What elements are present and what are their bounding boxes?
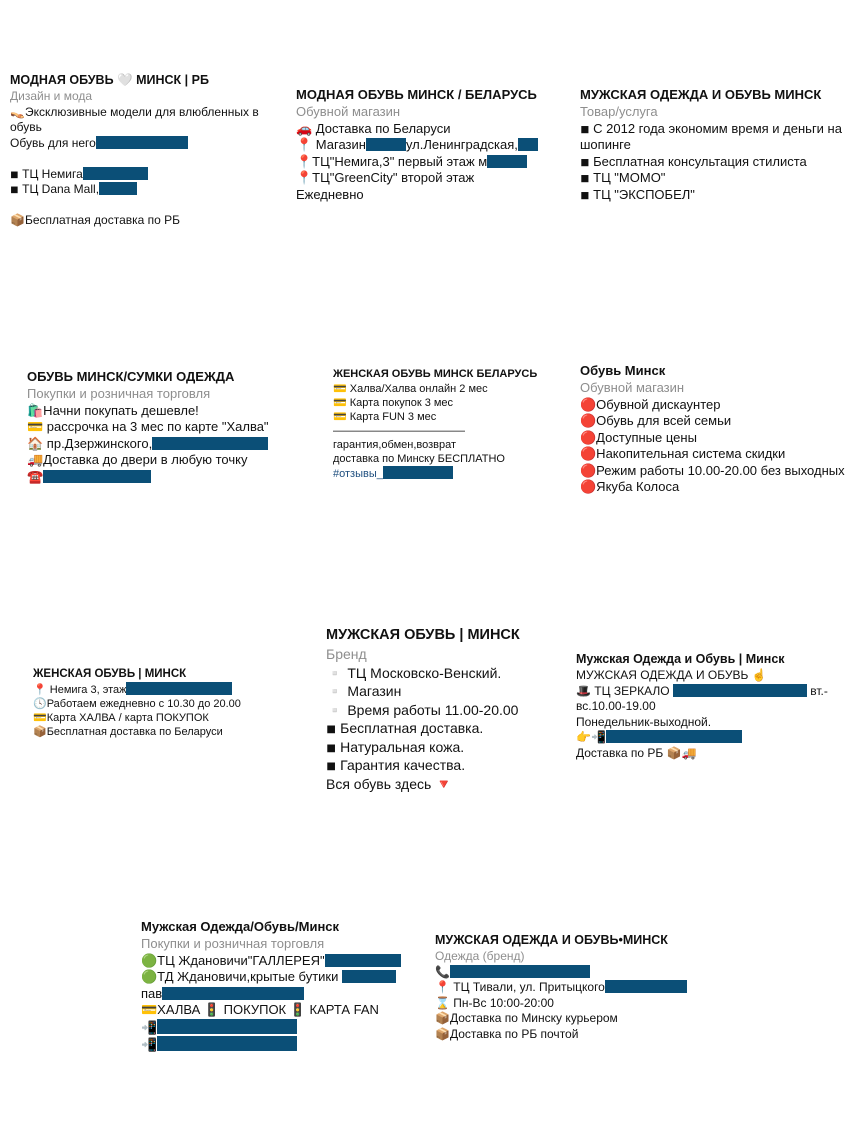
profile-title: ЖЕНСКАЯ ОБУВЬ МИНСК БЕЛАРУСЬ: [333, 368, 538, 380]
redaction-box: [487, 155, 527, 168]
bio-line: Понедельник-выходной.: [576, 714, 712, 729]
profile-category: Одежда (бренд): [435, 949, 525, 963]
bio-line: Ежедневно: [296, 186, 364, 202]
redaction-box: [83, 167, 148, 180]
bio-line: ◾ Бесплатная доставка.: [326, 720, 484, 736]
redaction-box: [518, 138, 538, 151]
profile-card-4: [27, 368, 287, 485]
bio-line: 💳 Карта покупок 3 мес: [333, 397, 454, 409]
bio-line: ▫️ Магазин: [326, 683, 402, 699]
bio-line: ▫️ ТЦ Московско-Венский.: [326, 664, 502, 681]
redaction-box: [162, 987, 304, 1000]
bio-line: 🟢ТД Ждановичи,крытые бутики: [141, 969, 421, 986]
profile-title: Мужская Одежда/Обувь/Минск: [141, 919, 340, 934]
bio-line: 💳Карта ХАЛВА / карта ПОКУПОК: [33, 712, 209, 724]
bio-line: гарантия,обмен,возврат: [333, 439, 457, 451]
redaction-box: [157, 1019, 297, 1034]
bio-line: 📍 Магазин ул.Ленинградская,: [296, 137, 556, 154]
bio-line: ▫️ Время работы 11.00-20.00: [326, 701, 519, 718]
bio-line: 📦Бесплатная доставка по РБ: [10, 213, 181, 227]
bio-line: 📦Доставка по РБ почтой: [435, 1026, 579, 1041]
redaction-box: [605, 980, 687, 993]
bio-line: МУЖСКАЯ ОДЕЖДА И ОБУВЬ ☝️: [576, 668, 767, 682]
bio-line: 📦Бесплатная доставка по Беларуси: [33, 726, 223, 738]
bio-line: ◾ ТЦ "ЭКСПОБЕЛ": [580, 186, 695, 202]
profile-card-9: [576, 651, 844, 761]
bio-line: 👡Эксклюзивные модели для влюбленных в обувь: [10, 104, 259, 134]
redaction-box: [606, 730, 742, 743]
profile-category: Бренд: [326, 646, 367, 662]
redaction-box: [96, 136, 188, 149]
bio-line: 💳ХАЛВА 🚦 ПОКУПОК 🚦 КАРТА FAN: [141, 1002, 379, 1017]
profile-title: МУЖСКАЯ ОДЕЖДА И ОБУВЬ МИНСК: [580, 87, 822, 102]
profile-card-7: [33, 667, 293, 739]
profile-title: МУЖСКАЯ ОДЕЖДА И ОБУВЬ•МИНСК: [435, 933, 668, 947]
bio-line: ◾ ТЦ Немига: [10, 167, 270, 183]
bio-line: ☎️: [27, 469, 287, 486]
bio-line: ————————————: [333, 425, 465, 437]
bio-line: Доставка по РБ 📦🚚: [576, 745, 697, 760]
redaction-box: [43, 470, 151, 483]
profile-card-2: [296, 86, 556, 203]
bio-line: 🔴Режим работы 10.00-20.00 без выходных: [580, 462, 845, 478]
profile-card-3: [580, 86, 844, 203]
redaction-box: [383, 466, 453, 479]
profile-category: Покупки и розничная торговля: [27, 386, 211, 401]
profile-title: Мужская Одежда и Обувь | Минск: [576, 652, 785, 666]
profile-category: Обувной магазин: [580, 380, 685, 395]
profile-title: Обувь Минск: [580, 363, 666, 378]
redaction-box: [366, 138, 406, 151]
bio-line: ◾ ТЦ "МОМО": [580, 170, 666, 185]
redaction-box: [325, 954, 401, 967]
bio-line: 🔴Обувной дискаунтер: [580, 396, 721, 412]
bio-line: 🔴Доступные цены: [580, 429, 697, 445]
profile-title: ОБУВЬ МИНСК/СУМКИ ОДЕЖДА: [27, 369, 235, 384]
profile-category: Обувной магазин: [296, 104, 401, 119]
profile-card-5: [333, 367, 573, 481]
bio-line: 📍ТЦ"Немига,3" первый этаж м: [296, 154, 556, 171]
bio-line: 📍ТЦ"GreenCity" второй этаж: [296, 170, 475, 185]
profile-category: Дизайн и мода: [10, 89, 93, 103]
bio-line: вс.10.00-19.00: [576, 699, 656, 713]
profile-category: Покупки и розничная торговля: [141, 936, 325, 951]
bio-line: 🚚Доставка до двери в любую точку: [27, 452, 248, 467]
bio-line: 🛍️Начни покупать дешевле!: [27, 402, 199, 418]
bio-line: 🔴Накопительная система скидки: [580, 446, 786, 461]
profile-card-6: [580, 362, 844, 496]
bio-line: 💳 рассрочка на 3 мес по карте "Халва": [27, 419, 269, 434]
hashtag-link[interactable]: #отзывы_: [333, 466, 573, 481]
redaction-box: [126, 682, 232, 695]
bio-line: 📞: [435, 965, 735, 981]
profile-card-1: [10, 72, 270, 229]
redaction-box: [673, 684, 807, 697]
profile-title: ЖЕНСКАЯ ОБУВЬ | МИНСК: [33, 668, 187, 680]
bio-line: ⌛ Пн-Вс 10:00-20:00: [435, 995, 554, 1010]
redaction-box: [342, 970, 396, 983]
bio-line: 💳 Халва/Халва онлайн 2 мес: [333, 383, 488, 395]
bio-line: 📦Доставка по Минску курьером: [435, 1011, 618, 1025]
bio-line: 🔴Обувь для всей семьи: [580, 413, 732, 428]
profile-title: МОДНАЯ ОБУВЬ МИНСК / БЕЛАРУСЬ: [296, 87, 537, 102]
bio-line: 📲: [141, 1019, 421, 1037]
profile-title: МУЖСКАЯ ОБУВЬ | МИНСК: [326, 627, 520, 643]
profile-category: Товар/услуга: [580, 104, 658, 119]
bio-line: ◾ Натуральная кожа.: [326, 738, 465, 755]
bio-line: 🟢ТЦ Ждановичи"ГАЛЛЕРЕЯ": [141, 953, 421, 970]
bio-line: Вся обувь здесь 🔻: [326, 775, 453, 792]
redaction-box: [157, 1036, 297, 1051]
bio-line: доставка по Минску БЕСПЛАТНО: [333, 453, 505, 465]
redaction-box: [450, 965, 590, 978]
profile-title: МОДНАЯ ОБУВЬ 🤍 МИНСК | РБ: [10, 73, 209, 87]
bio-line: пав: [141, 986, 421, 1003]
bio-line: ◾ ТЦ Dana Mall,: [10, 182, 270, 198]
bio-line: 👉📲: [576, 730, 844, 746]
profile-card-8: [326, 625, 566, 793]
bio-line: ◾ Бесплатная консультация стилиста: [580, 153, 807, 169]
bio-line: 📲: [141, 1036, 421, 1054]
bio-line: 🔴Якуба Колоса: [580, 479, 680, 494]
bio-line: Обувь для него: [10, 136, 270, 152]
bio-line: 🕓Работаем ежедневно с 10.30 до 20.00: [33, 698, 241, 710]
bio-line: 📍 Немига 3, этаж: [33, 682, 293, 697]
bio-line: 💳 Карта FUN 3 мес: [333, 411, 437, 423]
bio-line: 🎩 ТЦ ЗЕРКАЛО вт.-: [576, 683, 828, 698]
bio-line: ◾ С 2012 года экономим время и деньги на шопинге: [580, 120, 842, 152]
bio-line: 📍 ТЦ Тивали, ул. Притыцкого: [435, 980, 735, 996]
bio-line: 🏠 пр.Дзержинского,: [27, 436, 287, 453]
redaction-box: [152, 437, 268, 450]
bio-line: ◾ Гарантия качества.: [326, 757, 466, 773]
redaction-box: [99, 182, 137, 195]
profile-card-10: [141, 918, 421, 1054]
profile-card-11: [435, 932, 735, 1042]
bio-line: 🚗 Доставка по Беларуси: [296, 120, 451, 136]
